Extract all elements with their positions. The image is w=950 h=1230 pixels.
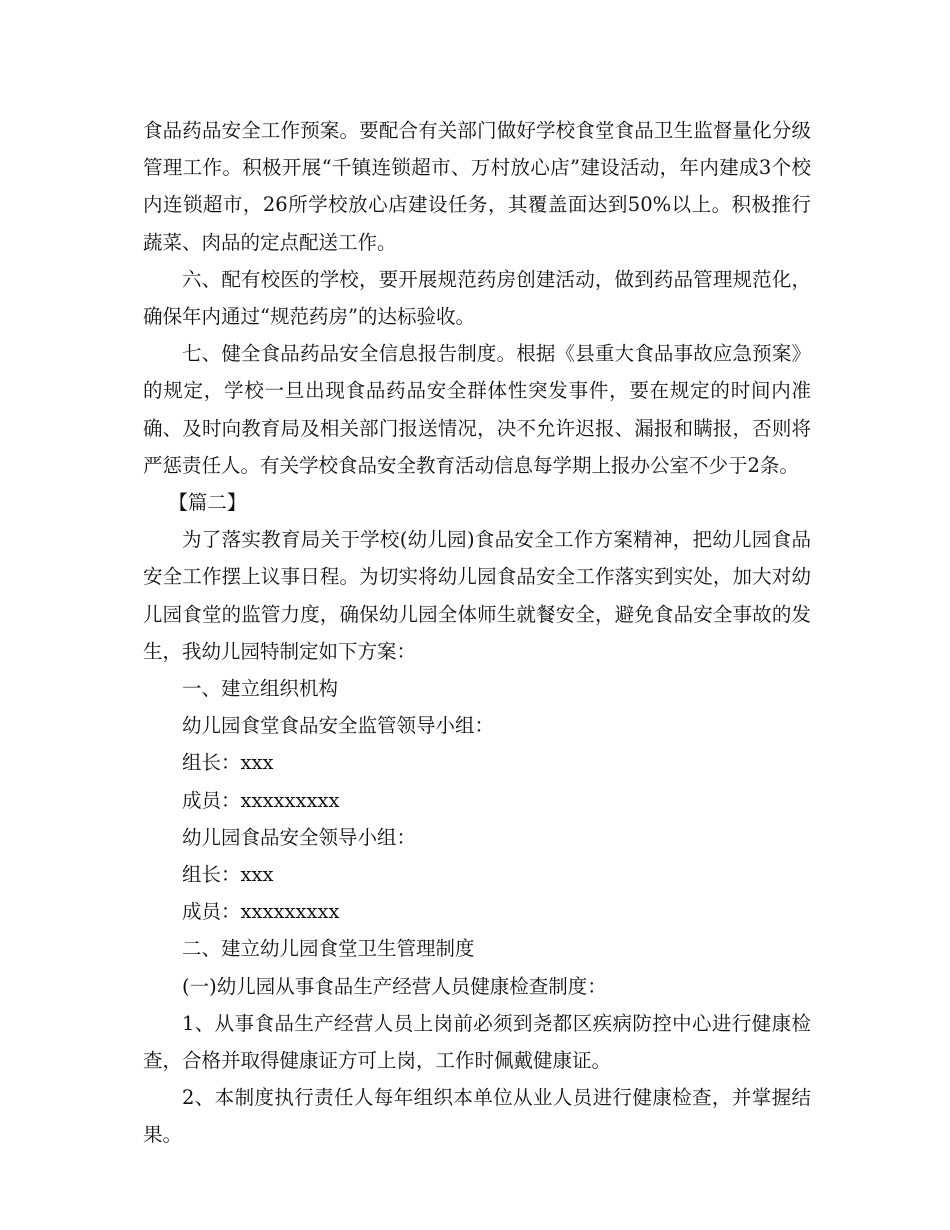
paragraph-kindergarten-intro: 为了落实教育局关于学校(幼儿园)食品安全工作方案精神，把幼儿园食品安全工作摆上议事日程。为切实将幼儿园食品安全工作落实到实处，加大对幼儿园食堂的监管力度，确保幼儿园全体师生就餐安全，避免食品安全事故的发生，我幼儿园特制定如下方案：	[143, 528, 811, 663]
paragraph-food-safety-plan: 食品药品安全工作预案。要配合有关部门做好学校食堂食品卫生监督量化分级管理工作。积极开展“千镇连锁超市、万村放心店”建设活动，年内建成3个校内连锁超市，26所学校放心店建设任务，其覆盖面达到50%以上。积极推行蔬菜、肉品的定点配送工作。	[143, 119, 811, 254]
heading-establish-organization: 一、建立组织机构	[182, 677, 339, 701]
paragraph-item-six: 六、配有校医的学校，要开展规范药房创建活动，做到药品管理规范化，确保年内通过“规范药房”的达标验收。	[143, 267, 811, 329]
heading-health-check-system: (一)幼儿园从事食品生产经营人员健康检查制度：	[182, 974, 607, 998]
document-body	[143, 112, 811, 1154]
line-supervision-group: 幼儿园食堂食品安全监管领导小组：	[182, 714, 495, 738]
line-safety-leader: 组长：xxx	[182, 863, 274, 887]
heading-hygiene-system: 二、建立幼儿园食堂卫生管理制度	[182, 937, 475, 961]
line-supervision-leader: 组长：xxx	[182, 751, 274, 775]
line-supervision-members: 成员：xxxxxxxxx	[182, 788, 340, 812]
paragraph-rule-two: 2、本制度执行责任人每年组织本单位从业人员进行健康检查，并掌握结果。	[143, 1086, 811, 1147]
paragraph-item-seven: 七、健全食品药品安全信息报告制度。根据《县重大食品事故应急预案》的规定，学校一旦出现食品药品安全群体性突发事件，要在规定的时间内准确、及时向教育局及相关部门报送情况，决不允许迟报、漏报和瞒报，否则将严惩责任人。有关学校食品安全教育活动信息每学期上报办公室不少于2条。	[143, 342, 811, 477]
line-safety-group: 幼儿园食品安全领导小组：	[182, 825, 417, 849]
paragraph-rule-one: 1、从事食品生产经营人员上岗前必须到尧都区疾病防控中心进行健康检查，合格并取得健康证方可上岗，工作时佩戴健康证。	[143, 1011, 811, 1073]
line-safety-members: 成员：xxxxxxxxx	[182, 900, 340, 924]
section-heading-part-two: 【篇二】	[168, 491, 247, 515]
